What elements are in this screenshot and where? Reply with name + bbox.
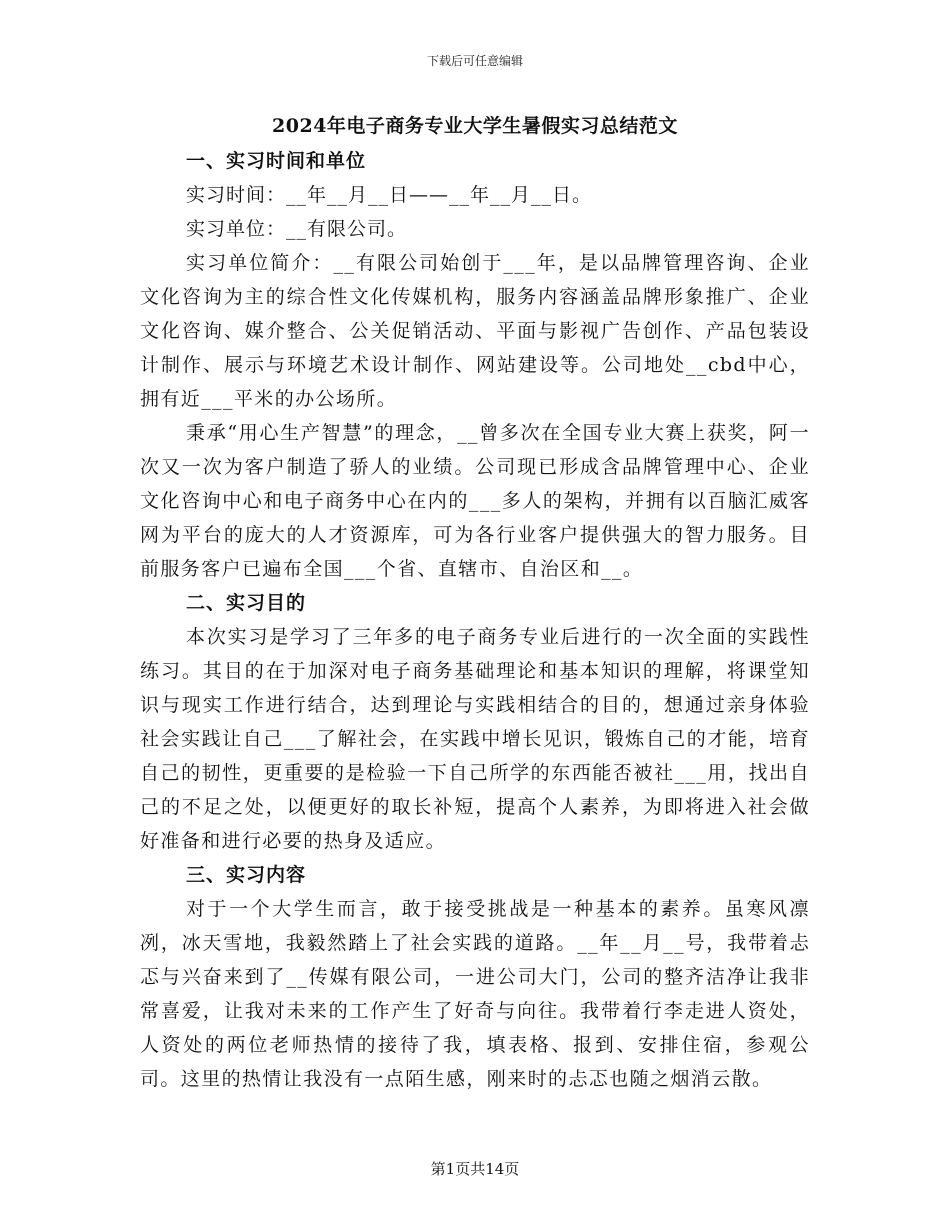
document-title: 2024年电子商务专业大学生暑假实习总结范文 (272, 115, 678, 137)
paragraph-company-philosophy: 秉承“用心生产智慧”的理念，__曾多次在全国专业大赛上获奖，阿一次又一次为客户制造了骄人的业绩。公司现已形成含品牌管理中心、企业文化咨询中心和电子商务中心在内的___多人的架构，并拥有以百脑汇威客网为平台的庞大的人才资源库，可为各行业客户提供强大的智力服务。目前服务客户已遍布全国___个省、直辖市、自治区和__。 (140, 422, 810, 580)
section-heading-2: 二、实习目的 (186, 592, 307, 614)
page-number: 第1页共14页 (430, 1160, 520, 1178)
paragraph-internship-time: 实习时间：__年__月__日——__年__月__日。 (186, 184, 593, 206)
paragraph-internship-unit: 实习单位：__有限公司。 (186, 218, 408, 240)
page-header-note: 下载后可任意编辑 (426, 54, 523, 68)
document-body (140, 108, 810, 1096)
paragraph-internship-purpose: 本次实习是学习了三年多的电子商务专业后进行的一次全面的实践性练习。其目的在于加深对电子商务基础理论和基本知识的理解，将课堂知识与现实工作进行结合，达到理论与实践相结合的目的，想通过亲身体验社会实践让自己___了解社会，在实践中增长见识，锻炼自己的才能，培育自己的韧性，更重要的是检验一下自己所学的东西能否被社___用，找出自己的不足之处，以便更好的取长补短，提高个人素养，为即将进入社会做好准备和进行必要的热身及适应。 (140, 626, 810, 852)
section-heading-1: 一、实习时间和单位 (186, 150, 367, 172)
paragraph-internship-content: 对于一个大学生而言，敢于接受挑战是一种基本的素养。虽寒风凛冽，冰天雪地，我毅然踏上了社会实践的道路。__年__月__号，我带着忐忑与兴奋来到了__传媒有限公司，一进公司大门，公司的整齐洁净让我非常喜爱，让我对未来的工作产生了好奇与向往。我带着行李走进人资处，人资处的两位老师热情的接待了我，填表格、报到、安排住宿，参观公司。这里的热情让我没有一点陌生感，刚来时的忐忑也随之烟消云散。 (140, 898, 810, 1090)
section-heading-3: 三、实习内容 (186, 864, 307, 886)
paragraph-unit-intro: 实习单位简介：__有限公司始创于___年，是以品牌管理咨询、企业文化咨询为主的综合性文化传媒机构，服务内容涵盖品牌形象推广、企业文化咨询、媒介整合、公关促销活动、平面与影视广告创作、产品包装设计制作、展示与环境艺术设计制作、网站建设等。公司地处__cbd中心，拥有近___平米的办公场所。 (140, 252, 810, 410)
